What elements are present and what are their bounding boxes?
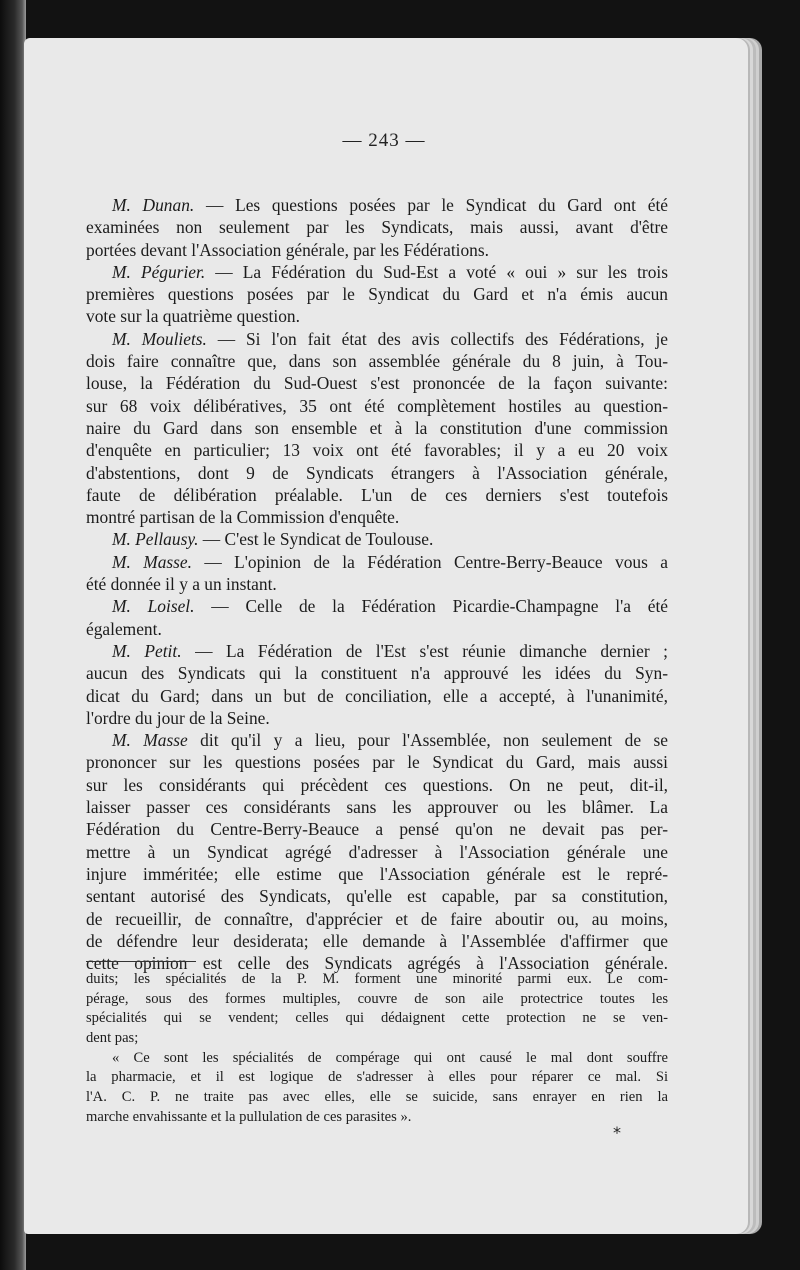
text-line: d'abstentions, dont 9 de Syndicats étrangers à l'Association générale, [86,462,668,483]
text-line: examinées non seulement par les Syndicats, mais aussi, avant d'être [86,217,668,238]
footnote-line: « Ce sont les spécialités de compérage qui ont causé le mal dont souffre [112,1049,668,1066]
text-line: M. Dunan. — Les questions posées par le Syndicat du Gard ont été [112,195,668,215]
book-spine [0,0,26,1270]
text-line: été donnée il y a un instant. [86,574,277,595]
text-line: de défendre leur desiderata; elle demande à l'Assemblée d'affirmer que [86,930,668,951]
text-line: mettre à un Syndicat agrégé d'adresser à l'Association générale une [86,841,668,862]
text-line: premières questions posées par le Syndicat du Gard et n'a émis aucun [86,284,668,305]
footnotes [86,970,668,1128]
text-line: dois faire connaître que, dans son assemblée générale du 8 juin, à Tou- [86,351,668,372]
text-line: laisser passer ces considérants sans les approuver ou les blâmer. La [86,797,668,818]
footnote-rule [86,961,196,962]
text-line: Fédération du Centre-Berry-Beauce a pensé qu'on ne devait pas per- [86,819,668,840]
footnote-line: duits; les spécialités de la P. M. forment une minorité parmi eux. Le com- [86,971,668,987]
footnote-line: marche envahissante et la pullulation de ces parasites ». [86,1108,412,1125]
text-line: M. Mouliets. — Si l'on fait état des avis collectifs des Fédérations, je [112,328,669,349]
text-line: faute de délibération préalable. L'un de ces derniers s'est toutefois [86,484,668,505]
text-line: cette opinion est celle des Syndicats agrégés à l'Association générale. [86,953,668,974]
text-line: M. Masse dit qu'il y a lieu, pour l'Assemblée, non seulement de se [112,730,668,751]
text-line: sur les considérants qui précèdent ces questions. On ne peut, dit-il, [86,774,668,795]
footnote-line: la pharmacie, et il est logique de s'adresser à elles pour réparer ce mal. Si [86,1069,668,1086]
text-line: d'enquête en particulier; 13 voix ont été favorables; il y a eu 20 voix [86,440,668,461]
text-line: sur 68 voix délibératives, 35 ont été complètement hostiles au question- [86,395,668,416]
text-line: également. [86,618,162,639]
text-line: M. Pellausy. — C'est le Syndicat de Toulouse. [112,529,434,550]
text-line: l'ordre du jour de la Seine. [86,707,270,728]
main-text [86,194,668,974]
footnote-line: l'A. C. P. ne traite pas avec elles, elle se suicide, sans enrayer en rien la [86,1089,668,1106]
footnote-line: dent pas; [86,1030,139,1047]
text-line: de recueillir, de connaître, d'apprécier et de faire aboutir ou, au moins, [86,908,668,929]
text-line: sentant autorisé des Syndicats, qu'elle est capable, par sa constitution, [86,886,668,907]
text-line: aucun des Syndicats qui la constituent n'a approuvé les idées du Syn- [86,663,668,684]
text-line: dicat du Gard; dans un but de conciliation, elle a accepté, à l'unanimité, [86,685,668,706]
text-line: injure imméritée; elle estime que l'Association générale est le repré- [86,863,668,884]
text-line: M. Pégurier. — La Fédération du Sud-Est a voté « oui » sur les trois [112,261,668,282]
text-line: montré partisan de la Commission d'enquête. [86,507,400,528]
text-line: M. Masse. — L'opinion de la Fédération Centre-Berry-Beauce vous a [112,551,668,572]
page-number: — 243 — [342,130,426,151]
text-line: naire du Gard dans son ensemble et à la constitution d'une commission [86,417,668,438]
footnote-line: spécialités qui se vendent; celles qui dédaignent cette protection ne se ven- [86,1010,668,1027]
footnote-line: pérage, sous des formes multiples, couvre de son aile protectrice toutes les [86,990,668,1007]
text-line: prononcer sur les questions posées par le Syndicat du Gard, mais aussi [86,752,668,773]
book-page [24,38,748,1234]
text-line: portées devant l'Association générale, par les Fédérations. [86,239,489,260]
text-line: louse, la Fédération du Sud-Ouest s'est prononcée de la façon suivante: [86,373,668,394]
text-line: M. Loisel. — Celle de la Fédération Picardie-Champagne l'a été [112,596,669,617]
asterisk-mark: * [613,1123,621,1142]
text-line: vote sur la quatrième question. [86,306,300,327]
text-line: M. Petit. — La Fédération de l'Est s'est réunie dimanche dernier ; [112,640,668,661]
